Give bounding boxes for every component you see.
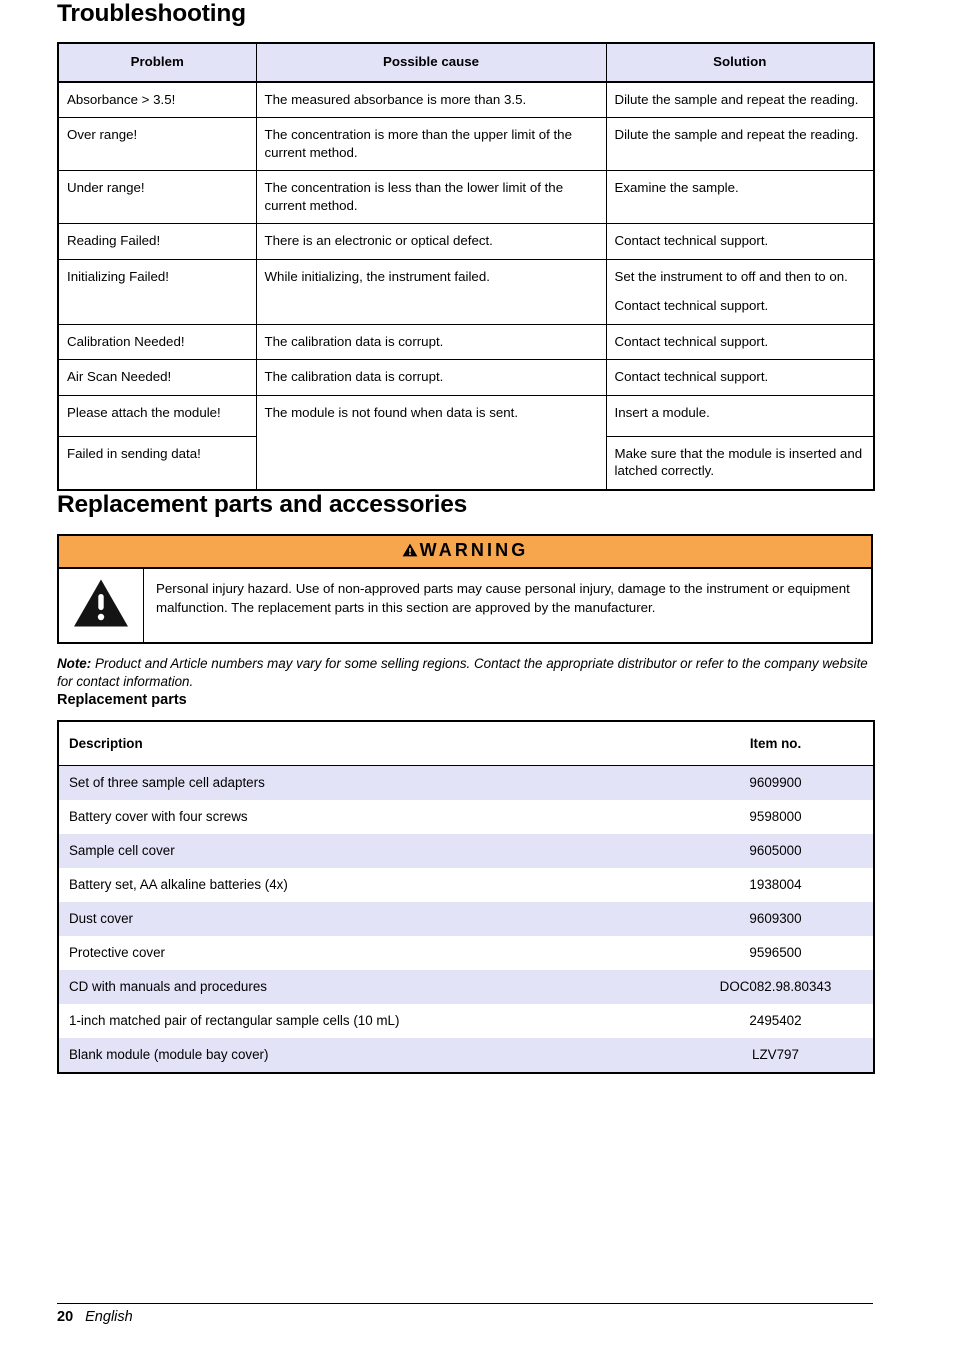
cell-problem: Failed in sending data!	[58, 436, 256, 490]
table-row	[58, 82, 874, 118]
table-row	[58, 324, 874, 360]
cell-problem: Air Scan Needed!	[58, 360, 256, 396]
document-page	[57, 0, 873, 1074]
cell-problem: Absorbance > 3.5!	[58, 82, 256, 118]
cell-description: Battery set, AA alkaline batteries (4x)	[69, 876, 288, 892]
cell-item-no: 9598000	[749, 808, 802, 824]
cell-item-no: 1938004	[749, 876, 802, 892]
solution-line: Contact technical support.	[614, 333, 769, 349]
column-header-solution: Solution	[606, 43, 874, 82]
warning-triangle-icon	[73, 578, 129, 633]
cell-solution	[606, 324, 874, 360]
warning-banner-label: WARNING	[419, 539, 529, 560]
cell-item-no: 9609900	[678, 765, 874, 800]
warning-text: Personal injury hazard. Use of non-approved parts may cause personal injury, damage to the instrument or equipment malfunction. The replacement parts in this section are approved by the manufacturer.	[156, 580, 850, 615]
cell-item-no: 9596500	[749, 944, 802, 960]
warning-triangle-icon	[402, 541, 418, 562]
table-header-row	[58, 721, 874, 766]
cell-solution: Insert a module.	[606, 396, 874, 437]
troubleshooting-table	[57, 42, 875, 491]
cell-possible-cause: The calibration data is corrupt.	[256, 324, 606, 360]
warning-box	[57, 534, 873, 644]
cell-possible-cause: The concentration is more than the upper limit of the current method.	[256, 118, 606, 171]
cell-description: Protective cover	[69, 944, 166, 960]
warning-banner	[59, 536, 871, 569]
column-header-description: Description	[58, 721, 678, 766]
warning-body	[59, 569, 871, 642]
table-row	[58, 259, 874, 324]
note-paragraph	[57, 655, 873, 692]
cell-possible-cause: The calibration data is corrupt.	[256, 360, 606, 396]
table-row	[58, 902, 874, 936]
table-row	[58, 936, 874, 970]
cell-problem: Under range!	[58, 171, 256, 224]
solution-line: Dilute the sample and repeat the reading.	[614, 91, 859, 107]
cell-description: CD with manuals and procedures	[58, 970, 678, 1004]
cell-solution	[606, 82, 874, 118]
solution-line: Dilute the sample and repeat the reading.	[614, 127, 859, 143]
table-row	[58, 970, 874, 1004]
cell-problem: Initializing Failed!	[58, 259, 256, 324]
cell-description: Battery cover with four screws	[69, 808, 248, 824]
table-row	[58, 360, 874, 396]
cell-possible-cause: The measured absorbance is more than 3.5.	[256, 82, 606, 118]
solution-line: Contact technical support.	[614, 298, 769, 314]
footer-page-number: 20	[57, 1309, 74, 1325]
cell-problem: Calibration Needed!	[58, 324, 256, 360]
table-row	[58, 1004, 874, 1038]
solution-line: Contact technical support.	[614, 233, 769, 249]
cell-description: Dust cover	[58, 902, 678, 936]
page-title-replacement-parts-and-accessories: Replacement parts and accessories	[57, 490, 468, 518]
table-row	[58, 171, 874, 224]
cell-item-no: 2495402	[749, 1012, 802, 1028]
solution-line: Set the instrument to off and then to on.	[614, 268, 848, 284]
subsection-title-replacement-parts: Replacement parts	[57, 691, 187, 708]
cell-description: Blank module (module bay cover)	[58, 1038, 678, 1073]
table-row	[58, 1038, 874, 1073]
table-row	[58, 800, 874, 834]
table-row	[58, 396, 874, 437]
solution-line: Examine the sample.	[614, 180, 739, 196]
cell-item-no: LZV797	[678, 1038, 874, 1073]
table-row	[58, 834, 874, 868]
cell-description: Sample cell cover	[58, 834, 678, 868]
cell-description: 1-inch matched pair of rectangular sample cells (10 mL)	[69, 1012, 400, 1028]
table-header-row	[58, 43, 874, 82]
cell-solution: Contact technical support.	[606, 360, 874, 396]
table-row	[58, 765, 874, 800]
cell-possible-cause: There is an electronic or optical defect.	[256, 224, 606, 260]
cell-item-no: 9605000	[678, 834, 874, 868]
column-header-item-no: Item no.	[678, 721, 874, 766]
cell-solution: Make sure that the module is inserted and latched correctly.	[606, 436, 874, 490]
column-header-problem: Problem	[58, 43, 256, 82]
cell-problem: Over range!	[58, 118, 256, 171]
cell-possible-cause-merged: The module is not found when data is sent.	[256, 396, 606, 490]
cell-solution	[606, 118, 874, 171]
cell-description: Set of three sample cell adapters	[58, 765, 678, 800]
replacement-parts-table	[57, 720, 875, 1074]
cell-solution	[606, 259, 874, 324]
note-label: Note:	[57, 655, 92, 671]
page-footer	[57, 1303, 873, 1325]
cell-item-no: DOC082.98.80343	[678, 970, 874, 1004]
cell-possible-cause: The concentration is less than the lower limit of the current method.	[256, 171, 606, 224]
cell-possible-cause: While initializing, the instrument failed.	[256, 259, 606, 324]
cell-problem: Reading Failed!	[58, 224, 256, 260]
warning-icon-cell	[59, 569, 144, 642]
table-row	[58, 118, 874, 171]
cell-problem: Please attach the module!	[58, 396, 256, 437]
note-text: Product and Article numbers may vary for some selling regions. Contact the appropriate distributor or refer to the company website for contact information.	[57, 655, 868, 690]
cell-item-no: 9609300	[678, 902, 874, 936]
cell-solution	[606, 171, 874, 224]
table-row	[58, 224, 874, 260]
cell-solution	[606, 224, 874, 260]
column-header-possible-cause: Possible cause	[256, 43, 606, 82]
page-title-troubleshooting: Troubleshooting	[57, 0, 246, 27]
footer-language: English	[85, 1309, 133, 1325]
table-row	[58, 868, 874, 902]
